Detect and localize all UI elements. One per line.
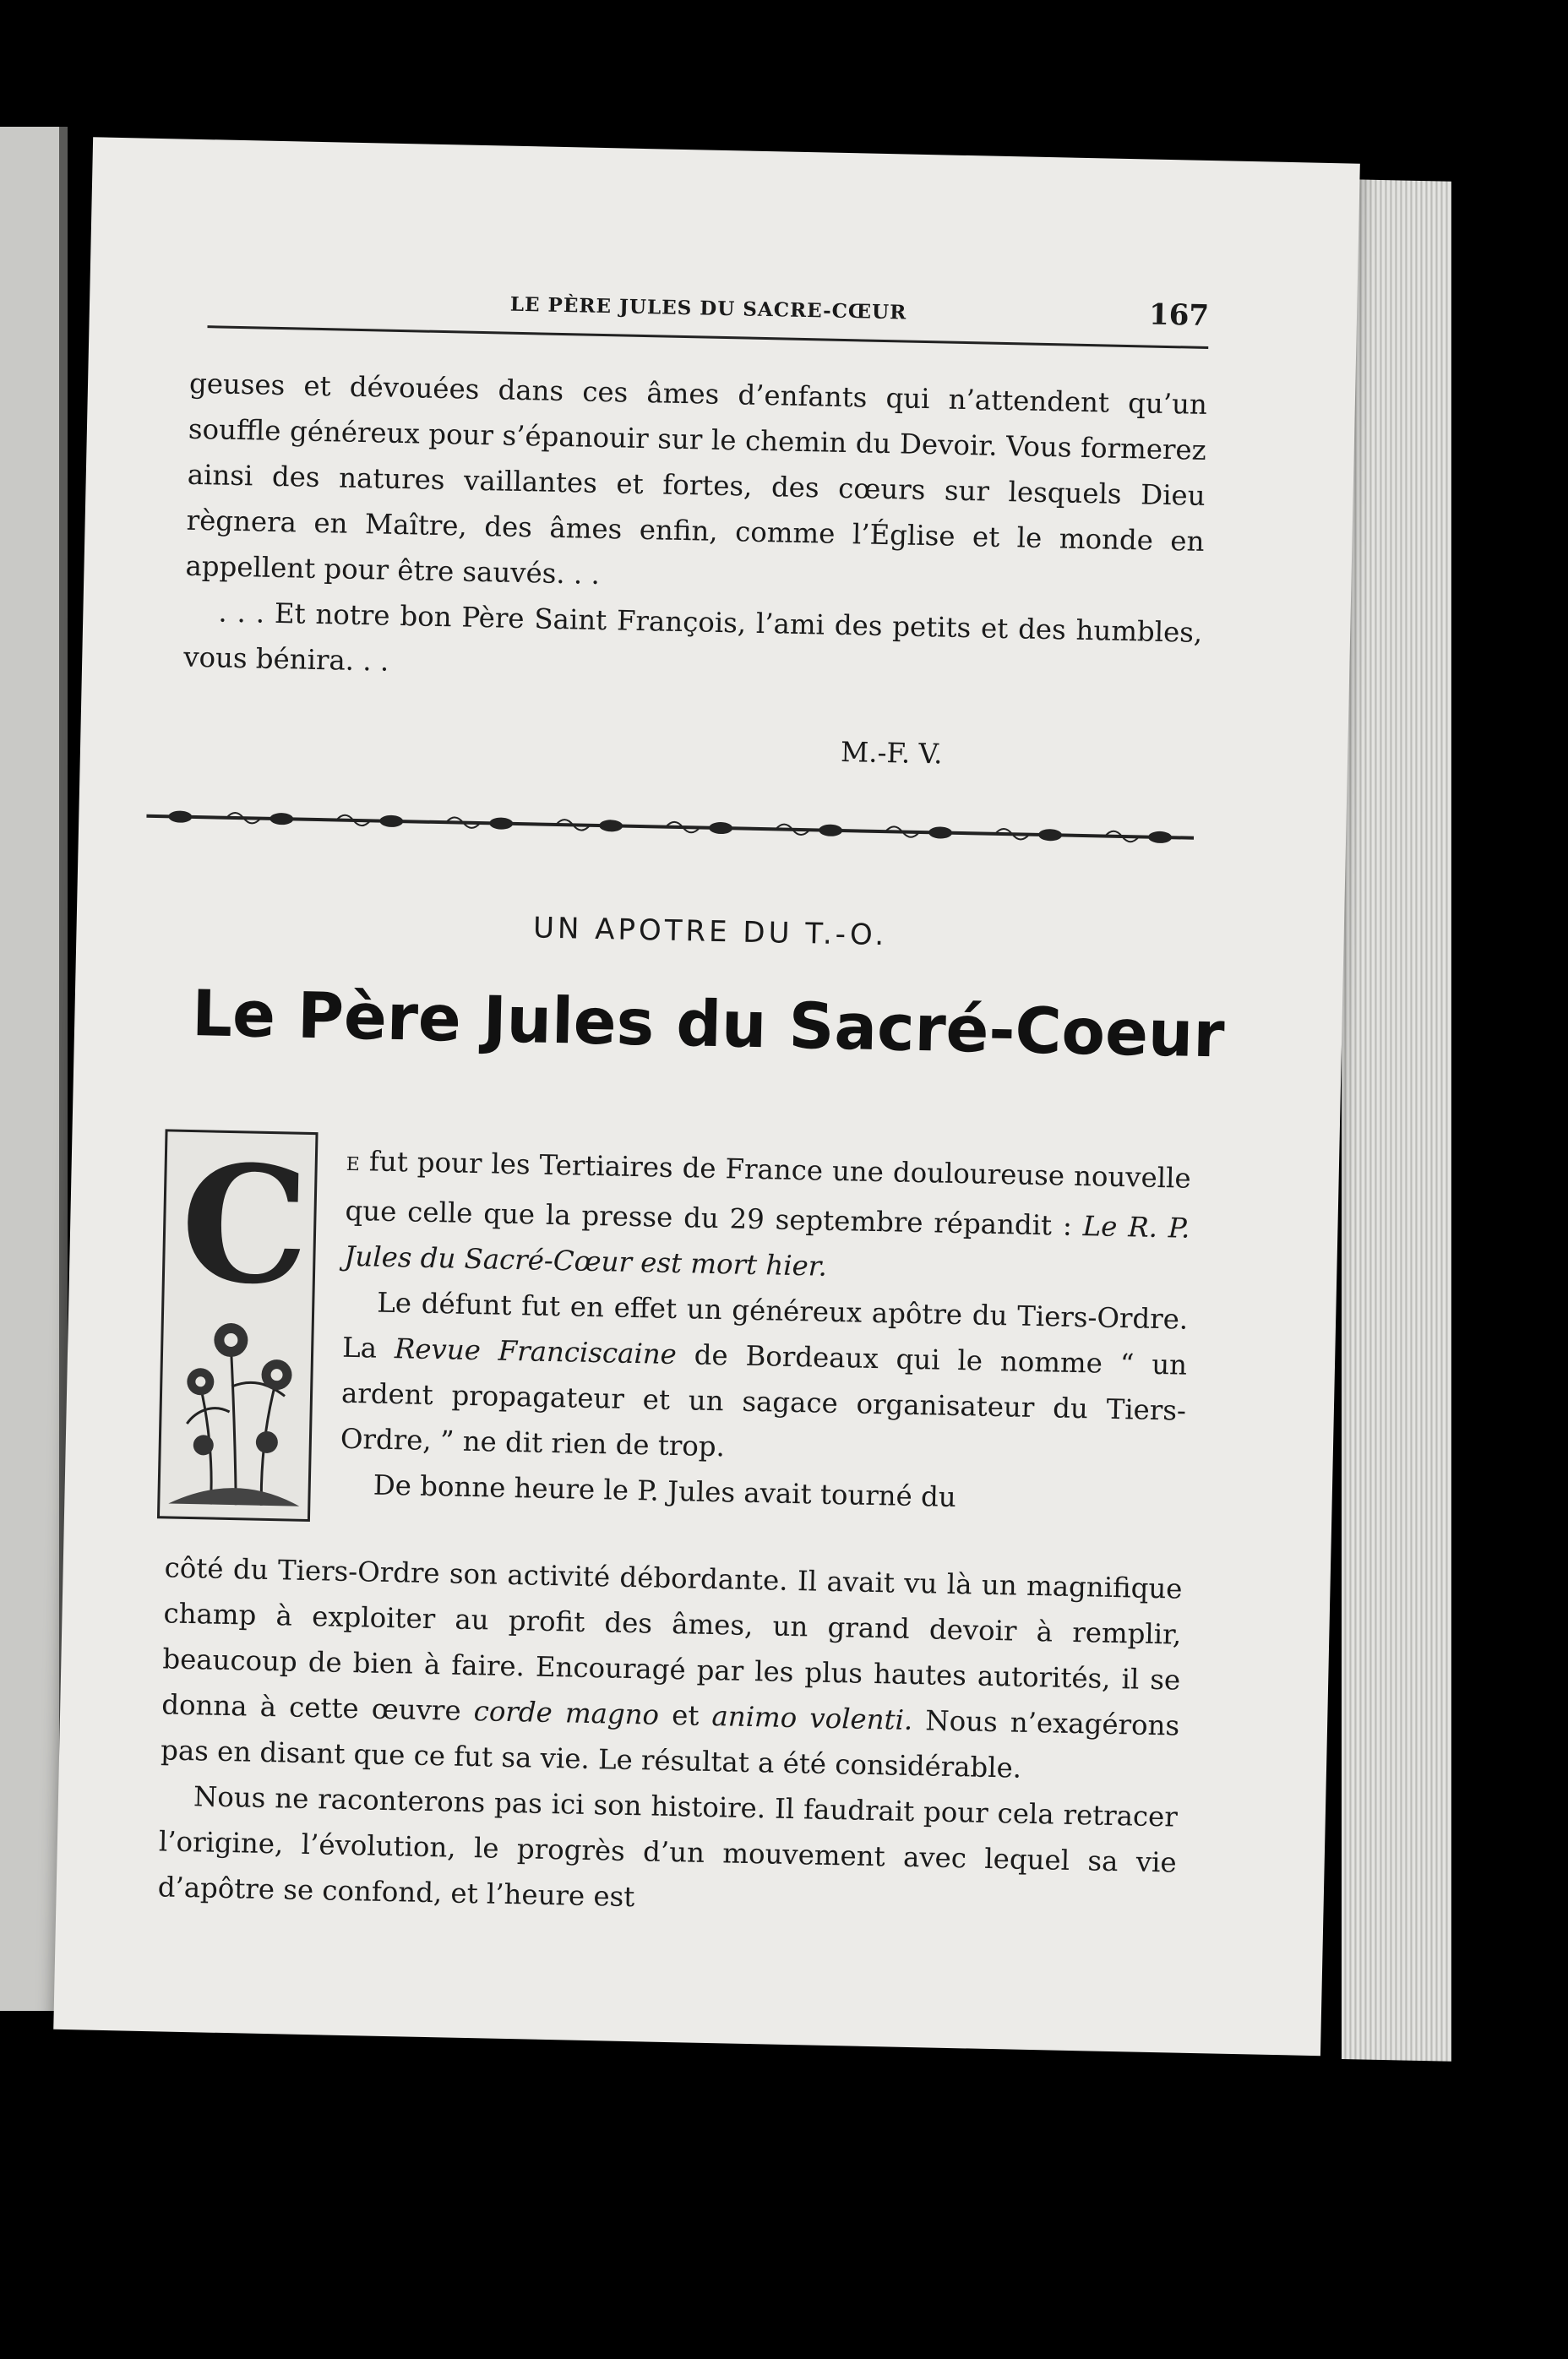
paragraph-3-text-b: Nous n’exagérons pas en disant que ce fut sa vie. Le résultat a été considérable. (160, 1704, 1180, 1784)
previous-paragraph-2: . . . Et notre bon Père Saint François, l’ami des petits et des humbles, vous bénira. . . (182, 596, 1203, 678)
page-number: 167 (1148, 297, 1210, 333)
dropcap-continuation: E (346, 1153, 361, 1176)
paragraph-2 (340, 1279, 1188, 1479)
adjacent-page-edge (0, 127, 68, 2011)
paragraph-3-text-a: côté du Tiers-Ordre son activité débordante. Il avait vu là un magnifique champ à exploiter au profit des âmes, un grand devoir à remplir, beaucoup de bien à faire. Encouragé par les plus hautes autorités, il se donna à cette œuvre (161, 1551, 1183, 1728)
paragraph-3-text-mid: et (658, 1698, 712, 1733)
paragraph-1-italic: Le R. P. Jules du Sacré-Cœur est mort hier. (344, 1210, 1190, 1283)
article-subtitle: UN APOTRE DU T.-O. (532, 911, 888, 953)
article-opening-paragraph (339, 1138, 1191, 1525)
paragraph-3 (161, 1545, 1183, 1794)
page-header (207, 275, 1209, 349)
paragraph-1-text: fut pour les Tertiaires de France une douloureuse nouvelle que celle que la presse du 29 septembre répandit : (345, 1145, 1192, 1243)
previous-article-text (183, 361, 1208, 701)
signature: M.-F. V. (840, 735, 943, 771)
paragraph-1 (344, 1138, 1191, 1297)
paragraph-3-italic-2: animo volenti. (711, 1700, 913, 1737)
paragraph-2-italic: Revue Franciscaine (394, 1332, 678, 1371)
paragraph-3-start: De bonne heure le P. Jules avait tourné du (373, 1468, 957, 1514)
paragraph-3-italic-1: corde magno (473, 1695, 660, 1731)
running-title: LE PÈRE JULES DU SACRE-CŒUR (509, 292, 907, 324)
previous-paragraph-1: geuses et dévouées dans ces âmes d’enfants qui n’attendent qu’un souffle généreux pour s’épanouir sur le chemin du Devoir. Vous formerez ainsi des natures vaillantes et fortes, des cœurs sur lesquels Dieu règnera en Maître, des âmes enfin, comme l’Église et le monde en appellent pour être sauvés. . . (185, 367, 1208, 591)
article-continuation (157, 1545, 1183, 1931)
paragraph-2-text-a: Le défunt fut en effet un généreux apôtre du Tiers-Ordre. La (341, 1286, 1189, 1365)
dropcap-letter: C (178, 1131, 311, 1321)
stacked-page-edges (1342, 179, 1451, 2062)
dropcap-flower-illustration (160, 1131, 315, 1519)
book-page (53, 137, 1360, 2056)
illustrated-dropcap (157, 1129, 318, 1522)
article-title: Le Père Jules du Sacré-Coeur (191, 975, 1226, 1072)
paragraph-4: Nous ne raconterons pas ici son histoire. Il faudrait pour cela retracer l’origine, l’évolution, le progrès d’un mouvement avec lequel sa vie d’apôtre se confond, et l’heure est (157, 1780, 1179, 1914)
paragraph-2-text-b: de Bordeaux qui le nomme “ un ardent propagateur et un sagace organisateur du Tiers-Ordre, ” ne dit rien de trop. (340, 1338, 1188, 1463)
ornamental-divider (146, 799, 1195, 855)
